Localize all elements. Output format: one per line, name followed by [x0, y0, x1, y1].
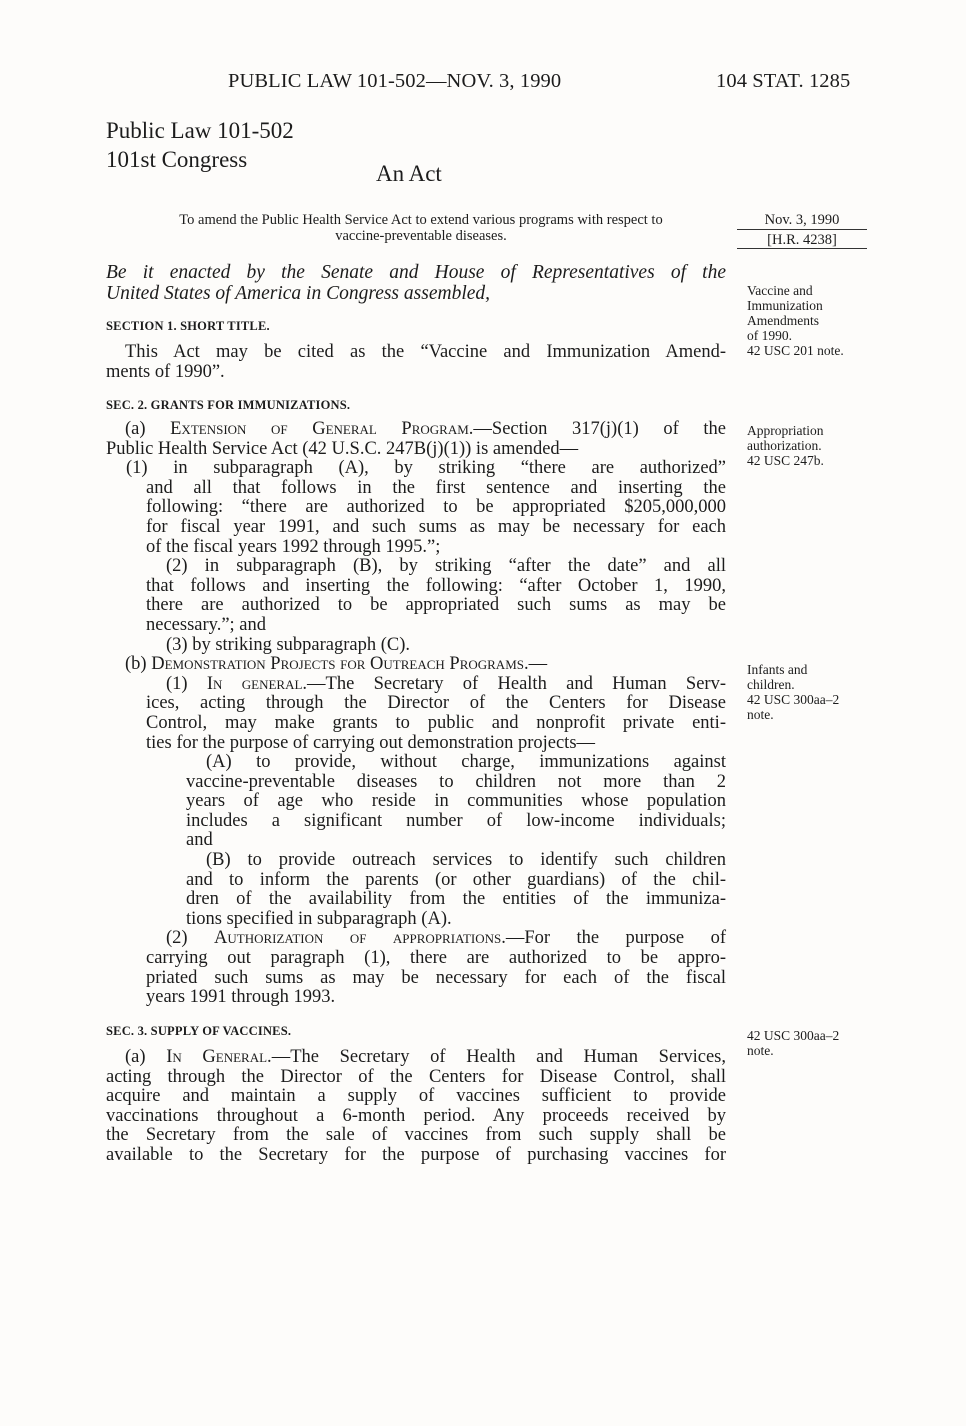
subparagraph-A-line: years of age who reside in communities whose population: [186, 791, 726, 812]
subsection-3a-line: vaccinations throughout a 6-month period. Any proceeds received by: [106, 1105, 726, 1126]
margin-note-line: Immunization: [747, 298, 823, 313]
margin-note-line: 42 USC 201 note.: [747, 343, 844, 358]
subsection-label: (a): [125, 419, 171, 439]
section-2-text: [106, 420, 726, 1008]
subsection-label: (b): [125, 654, 152, 675]
paragraph-2-line: (2) in subparagraph (B), by striking “after the date” and all: [166, 556, 726, 577]
running-header: PUBLIC LAW 101-502—NOV. 3, 1990: [228, 70, 562, 92]
margin-note-supply: [747, 1028, 839, 1058]
margin-note-line: note.: [747, 1043, 774, 1058]
paragraph-1-line: of the fiscal years 1992 through 1995.”;: [146, 536, 441, 557]
enacting-clause-line: United States of America in Congress assembled,: [106, 283, 491, 304]
paragraph-label: (2): [166, 928, 215, 949]
section-1-heading: SECTION 1. SHORT TITLE.: [106, 319, 270, 333]
margin-note-line: children.: [747, 677, 795, 692]
paragraph-b1-line: ices, acting through the Director of the Centers for Disease: [146, 693, 726, 714]
section-1-line: This Act may be cited as the “Vaccine and Immunization Amend-: [125, 342, 726, 362]
law-number-block: [106, 116, 294, 174]
subsection-3a-line: [106, 1048, 726, 1068]
subsection-2a-line: [106, 420, 726, 440]
long-title-line: To amend the Public Health Service Act to extend various programs with respect to: [179, 212, 663, 228]
subsection-3a-line: available to the Secretary for the purpose of purchasing vaccines for: [106, 1144, 726, 1165]
subsection-3a-line: acquire and maintain a supply of vaccines sufficient to provide: [106, 1086, 726, 1107]
subparagraph-B-line: tions specified in subparagraph (A).: [186, 908, 452, 929]
margin-note-line: Appropriation: [747, 423, 824, 438]
bill-number: [H.R. 4238]: [737, 230, 867, 249]
margin-note-infants: [747, 662, 839, 722]
congress-number: 101st Congress: [106, 147, 248, 172]
subparagraph-B-line: (B) to provide outreach services to identify such children: [206, 850, 726, 871]
margin-note-appropriation: [747, 423, 824, 468]
margin-note-line: 42 USC 300aa–2: [747, 1028, 840, 1043]
subparagraph-A-line: and: [186, 830, 213, 851]
enacting-clause: [106, 262, 726, 304]
subsection-3a-heading: In General.: [166, 1047, 272, 1067]
paragraph-b2-line: priated such sums as may be necessary for each of the fiscal: [146, 967, 726, 988]
paragraph-b1-line: [106, 675, 726, 695]
subsection-3a-line: the Secretary from the sale of vaccines from such supply shall be: [106, 1125, 726, 1146]
paragraph-b2-line: [106, 929, 726, 949]
subsection-2b-heading-line: [106, 655, 726, 675]
paragraph-b1-line: Control, may make grants to public and nonprofit private enti-: [146, 712, 726, 733]
margin-note-line: Vaccine and: [747, 283, 813, 298]
law-number: Public Law 101-502: [106, 118, 294, 143]
paragraph-2-line: that follows and inserting the following: “after October 1, 1990,: [146, 575, 726, 596]
long-title-line: vaccine-preventable diseases.: [335, 228, 507, 244]
act-label: An Act: [376, 161, 442, 186]
section-3-text: [106, 1048, 726, 1166]
section-2-heading: SEC. 2. GRANTS FOR IMMUNIZATIONS.: [106, 398, 351, 412]
paragraph-1-line: (1) in subparagraph (A), by striking “there are authorized”: [126, 458, 726, 479]
stat-reference: 104 STAT. 1285: [716, 70, 851, 92]
paragraph-1-line: for fiscal year 1991, and such sums as may be necessary for each: [146, 516, 726, 537]
subsection-3a-text: —The Secretary of Health and Human Services,: [271, 1047, 726, 1067]
margin-note-line: of 1990.: [747, 328, 792, 343]
em-dash: —: [528, 654, 548, 675]
paragraph-b1-line: ties for the purpose of carrying out demonstration projects—: [146, 732, 596, 753]
paragraph-b2-line: carrying out paragraph (1), there are authorized to be appro-: [146, 948, 726, 969]
margin-note-line: authorization.: [747, 438, 822, 453]
margin-note-line: note.: [747, 707, 774, 722]
paragraph-1-line: and all that follows in the first sentence and inserting the: [146, 477, 726, 498]
paragraph-1-line: following: “there are authorized to be appropriated $205,000,000: [146, 497, 726, 518]
margin-note-line: 42 USC 300aa–2: [747, 692, 840, 707]
subsection-2a-heading: Extension of General Program.: [170, 419, 474, 439]
subsection-2a-line: Public Health Service Act (42 U.S.C. 247B(j)(1)) is amended—: [106, 438, 579, 459]
paragraph-b2-heading: Authorization of appropriations.: [214, 928, 506, 949]
enactment-date: Nov. 3, 1990: [737, 212, 867, 230]
subparagraph-A-line: includes a significant number of low-income individuals;: [186, 810, 726, 831]
section-1-text: [106, 343, 726, 382]
long-title: [106, 212, 736, 244]
paragraph-2-line: there are authorized to be appropriated such sums as may be: [146, 595, 726, 616]
subsection-3a-line: acting through the Director of the Centers for Disease Control, shall: [106, 1066, 726, 1087]
enacting-clause-line: Be it enacted by the Senate and House of Representatives of the: [106, 262, 726, 283]
subsection-2a-text: —Section 317(j)(1) of the: [473, 419, 726, 439]
paragraph-2-line: necessary.”; and: [146, 614, 267, 635]
margin-note-line: 42 USC 247b.: [747, 453, 824, 468]
section-3-heading: SEC. 3. SUPPLY OF VACCINES.: [106, 1024, 292, 1038]
subparagraph-B-line: and to inform the parents (or other guardians) of the chil-: [186, 869, 726, 890]
enactment-sidenote: [737, 212, 867, 249]
paragraph-b2-text: —For the purpose of: [505, 928, 726, 949]
paragraph-b1-text: —The Secretary of Health and Human Serv-: [307, 673, 726, 694]
margin-note-line: Amendments: [747, 313, 819, 328]
subparagraph-A-line: (A) to provide, without charge, immunizations against: [206, 752, 726, 773]
subsection-2b-heading: Demonstration Projects for Outreach Programs.: [151, 654, 529, 675]
paragraph-b1-heading: In general.: [206, 673, 308, 694]
paragraph-label: (1): [166, 673, 207, 694]
margin-note-line: Infants and: [747, 662, 808, 677]
subparagraph-B-line: dren of the availability from the entities of the immuniza-: [186, 889, 726, 910]
paragraph-b2-line: years 1991 through 1993.: [146, 987, 336, 1008]
paragraph-3-line: (3) by striking subparagraph (C).: [166, 634, 411, 655]
margin-note-short-title: [747, 283, 844, 358]
subparagraph-A-line: vaccine-preventable diseases to children not more than 2: [186, 771, 726, 792]
subsection-label: (a): [125, 1047, 167, 1067]
section-1-line: ments of 1990”.: [106, 361, 225, 382]
